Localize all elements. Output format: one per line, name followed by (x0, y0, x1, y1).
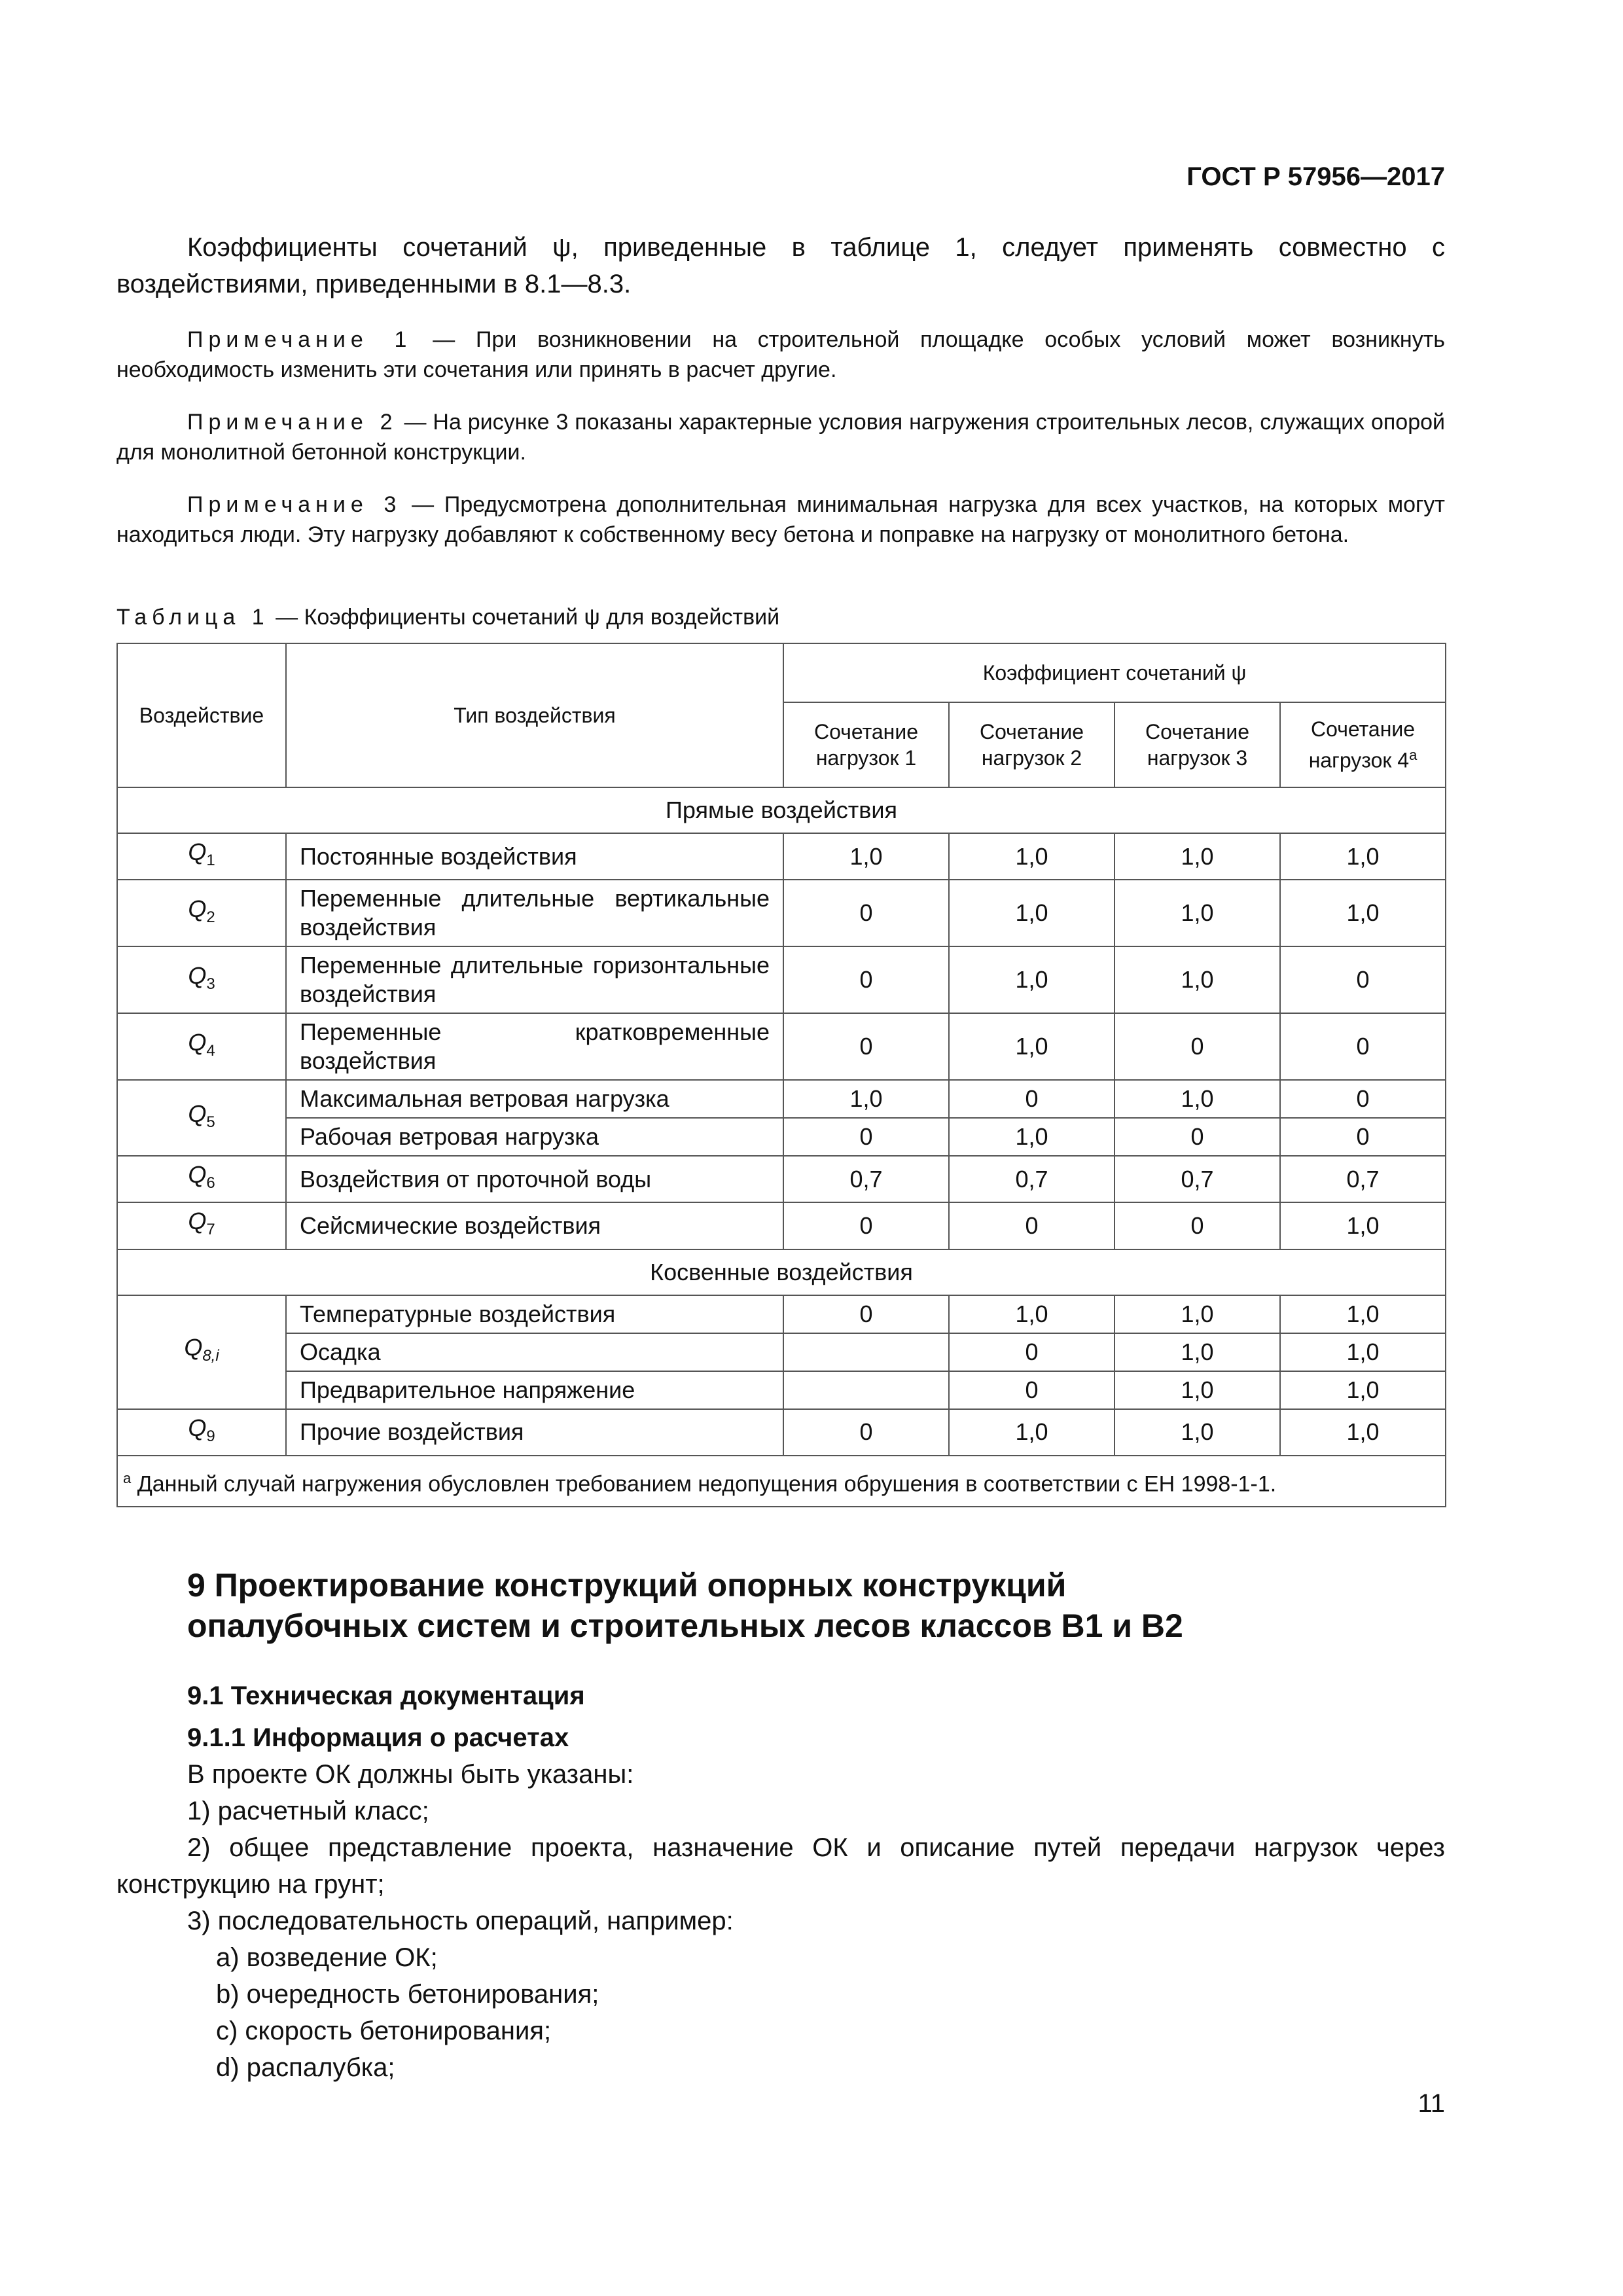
value-cell: 0 (1280, 946, 1446, 1013)
table-row (117, 1295, 1446, 1333)
footnote-mark: a (1409, 747, 1418, 764)
value-cell: 1,0 (1115, 1409, 1280, 1456)
note-text: — На рисунке 3 показаны характерные условия нагружения строительных лесов, служащих опорой для монолитной бетонной конструкции. (116, 410, 1446, 465)
sub-list-item: a) возведение ОК; (216, 1943, 438, 1973)
value-cell: 0 (783, 1118, 949, 1156)
table-row (117, 1156, 1446, 1202)
value-cell: 1,0 (1280, 880, 1446, 946)
action-type: Максимальная ветровая нагрузка (286, 1080, 783, 1118)
value-cell: 0 (949, 1080, 1115, 1118)
table-caption-text: — Коэффициенты сочетаний ψ для воздействий (269, 605, 780, 630)
value-cell: 1,0 (1280, 1295, 1446, 1333)
value-cell: 1,0 (1115, 833, 1280, 880)
table-row (117, 1013, 1446, 1080)
action-type: Температурные воздействия (286, 1295, 783, 1333)
header-action: Воздействие (117, 643, 286, 787)
footnote-mark: a (123, 1469, 132, 1486)
symbol-index: 8,i (202, 1347, 219, 1365)
action-type: Сейсмические воздействия (286, 1202, 783, 1249)
value-cell: 0 (783, 1013, 949, 1080)
symbol-index: 7 (206, 1221, 215, 1239)
value-cell: 0,7 (1280, 1156, 1446, 1202)
value-cell: 0 (949, 1333, 1115, 1371)
action-symbol (117, 1156, 286, 1202)
action-symbol (117, 1013, 286, 1080)
heading-line-1: 9 Проектирование конструкций опорных конструкций (187, 1567, 1067, 1604)
action-type: Переменные длительные вертикальные воздействия (286, 880, 783, 946)
value-cell: 1,0 (949, 946, 1115, 1013)
list-lead: В проекте ОК должны быть указаны: (187, 1760, 634, 1789)
symbol-index: 9 (206, 1427, 215, 1445)
value-cell: 1,0 (949, 1013, 1115, 1080)
table-row (117, 1118, 1446, 1156)
header-type: Тип воздействия (286, 643, 783, 787)
header-comb-4-text: Сочетание нагрузок 4 (1308, 717, 1416, 772)
symbol-index: 6 (206, 1174, 215, 1193)
table-row (117, 1371, 1446, 1409)
table-row (117, 833, 1446, 880)
symbol-index: 5 (206, 1113, 215, 1131)
table-row (117, 1080, 1446, 1118)
action-symbol (117, 1202, 286, 1249)
value-cell: 1,0 (1115, 946, 1280, 1013)
symbol: Q (188, 1028, 207, 1056)
list-item: 1) расчетный класс; (187, 1797, 429, 1826)
value-cell (783, 1371, 949, 1409)
symbol: Q (188, 1161, 207, 1189)
symbol: Q (188, 961, 207, 989)
value-cell: 1,0 (1280, 833, 1446, 880)
combination-coefficients-table (116, 643, 1446, 1507)
note-2 (116, 407, 1445, 467)
table-row (117, 1409, 1446, 1456)
value-cell: 1,0 (1280, 1371, 1446, 1409)
value-cell: 0 (949, 1202, 1115, 1249)
list-item: 3) последовательность операций, например: (187, 1907, 734, 1936)
action-symbol (117, 1080, 286, 1156)
note-text: — Предусмотрена дополнительная минимальная нагрузка для всех участков, на которых могут находиться люди. Эту нагрузку добавляют к собственному весу бетона и поправке на нагрузку от монолитного бетона. (116, 492, 1445, 547)
header-comb-1: Сочетание нагрузок 1 (783, 702, 949, 787)
symbol-index: 1 (206, 852, 215, 870)
sub-list-item: c) скорость бетонирования; (216, 2017, 552, 2046)
action-symbol (117, 833, 286, 880)
value-cell: 0,7 (783, 1156, 949, 1202)
section-indirect: Косвенные воздействия (117, 1249, 1446, 1295)
value-cell: 1,0 (1280, 1202, 1446, 1249)
value-cell: 0 (1280, 1080, 1446, 1118)
subsection-9-1-1-heading: 9.1.1 Информация о расчетах (187, 1723, 569, 1753)
note-label: Примечание 3 (187, 492, 402, 517)
header-coefficient: Коэффициент сочетаний ψ (783, 643, 1446, 702)
value-cell: 0 (783, 880, 949, 946)
value-cell: 0,7 (1115, 1156, 1280, 1202)
note-label: Примечание 1 (187, 327, 412, 352)
action-type: Переменные кратковременные воздействия (286, 1013, 783, 1080)
list-item: 2) общее представление проекта, назначение ОК и описание путей передачи нагрузок через конструкцию на грунт; (116, 1833, 1445, 1899)
symbol-index: 3 (206, 975, 215, 993)
table-row (117, 946, 1446, 1013)
symbol: Q (188, 1100, 207, 1127)
subsection-9-1-heading: 9.1 Техническая документация (187, 1681, 585, 1711)
action-type: Переменные длительные горизонтальные воздействия (286, 946, 783, 1013)
section-direct: Прямые воздействия (117, 787, 1446, 833)
value-cell: 0 (949, 1371, 1115, 1409)
note-1 (116, 325, 1445, 385)
table-row (117, 880, 1446, 946)
value-cell: 0 (783, 1202, 949, 1249)
value-cell: 1,0 (949, 833, 1115, 880)
action-type: Предварительное напряжение (286, 1371, 783, 1409)
action-type: Осадка (286, 1333, 783, 1371)
table-caption (116, 602, 1445, 632)
value-cell: 0 (1280, 1118, 1446, 1156)
symbol: Q (188, 1208, 207, 1235)
note-label: Примечание 2 (187, 410, 398, 435)
value-cell: 0 (783, 946, 949, 1013)
action-symbol (117, 946, 286, 1013)
heading-line-2: опалубочных систем и строительных лесов классов В1 и В2 (187, 1607, 1183, 1645)
action-type: Воздействия от проточной воды (286, 1156, 783, 1202)
action-symbol (117, 1295, 286, 1409)
value-cell: 0 (1115, 1013, 1280, 1080)
note-text: — При возникновении на строительной площадке особых условий может возникнуть необходимость изменить эти сочетания или принять в расчет другие. (116, 327, 1445, 382)
value-cell: 1,0 (1280, 1333, 1446, 1371)
section-9-heading (116, 1565, 1445, 1646)
table-footnote (117, 1456, 1446, 1507)
value-cell: 1,0 (1115, 880, 1280, 946)
value-cell: 1,0 (783, 833, 949, 880)
footnote-text: Данный случай нагружения обусловлен требованием недопущения обрушения в соответствии с ЕН 1998-1-1. (131, 1471, 1277, 1497)
table-row (117, 1202, 1446, 1249)
value-cell: 1,0 (783, 1080, 949, 1118)
value-cell: 0 (1280, 1013, 1446, 1080)
symbol: Q (184, 1333, 203, 1361)
symbol: Q (188, 895, 207, 922)
value-cell: 0 (783, 1409, 949, 1456)
action-symbol (117, 1409, 286, 1456)
value-cell: 1,0 (1115, 1371, 1280, 1409)
table-row (117, 1333, 1446, 1371)
header-comb-3: Сочетание нагрузок 3 (1115, 702, 1280, 787)
header-comb-2: Сочетание нагрузок 2 (949, 702, 1115, 787)
value-cell: 0 (1115, 1202, 1280, 1249)
action-symbol (117, 880, 286, 946)
sub-list-item: d) распалубка; (216, 2053, 395, 2083)
intro-paragraph: Коэффициенты сочетаний ψ, приведенные в таблице 1, следует применять совместно с воздействиями, приведенными в 8.1—8.3. (116, 233, 1445, 298)
symbol: Q (188, 1414, 207, 1441)
value-cell (783, 1333, 949, 1371)
value-cell: 1,0 (949, 1118, 1115, 1156)
value-cell: 0,7 (949, 1156, 1115, 1202)
symbol-index: 2 (206, 908, 215, 926)
note-3 (116, 490, 1445, 550)
symbol-index: 4 (206, 1041, 215, 1060)
page-number: 11 (1418, 2089, 1445, 2118)
value-cell: 1,0 (1115, 1080, 1280, 1118)
value-cell: 1,0 (949, 1295, 1115, 1333)
value-cell: 1,0 (1115, 1295, 1280, 1333)
value-cell: 1,0 (949, 1409, 1115, 1456)
value-cell: 1,0 (1115, 1333, 1280, 1371)
page-content (116, 229, 1445, 2086)
action-type: Рабочая ветровая нагрузка (286, 1118, 783, 1156)
action-type: Постоянные воздействия (286, 833, 783, 880)
action-type: Прочие воздействия (286, 1409, 783, 1456)
header-comb-4 (1280, 702, 1446, 787)
value-cell: 0 (1115, 1118, 1280, 1156)
value-cell: 1,0 (1280, 1409, 1446, 1456)
value-cell: 1,0 (949, 880, 1115, 946)
value-cell: 0 (783, 1295, 949, 1333)
symbol: Q (188, 838, 207, 865)
standard-header: ГОСТ Р 57956—2017 (1186, 162, 1445, 191)
sub-list-item: b) очередность бетонирования; (216, 1980, 599, 2009)
table-caption-label: Таблица 1 (116, 605, 270, 630)
